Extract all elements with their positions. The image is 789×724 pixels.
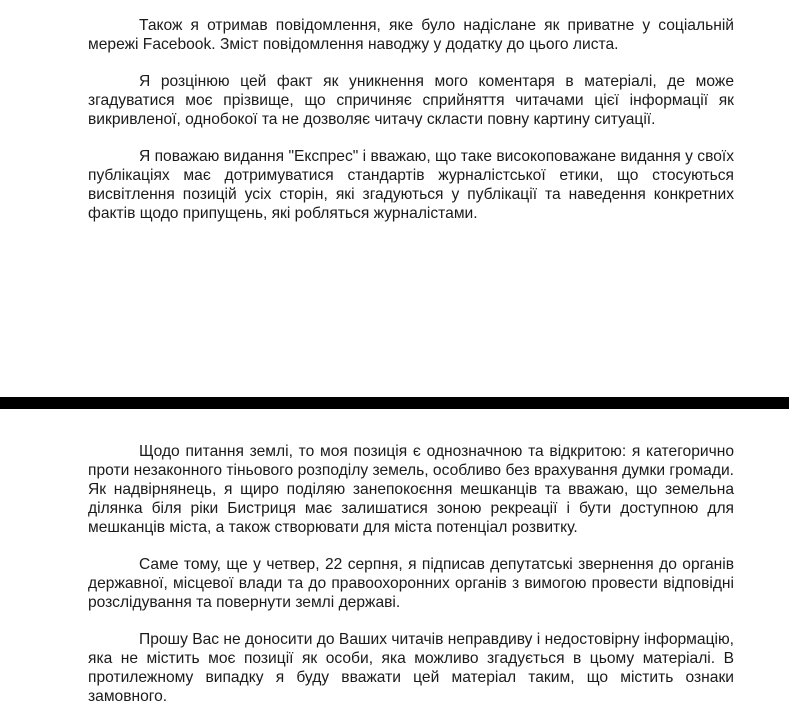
page-top-text <box>88 16 734 241</box>
paragraph-land-position: Щодо питання землі, то моя позиція є однозначною та відкритою: я категорично проти незаконного тіньового розподілу земель, особливо без врахування думки громади. Як надвірнянець, я щиро поділяю занепокоєння мешканців та вважаю, що земельна ділянка біля ріки Бистриця має залишатися зоною рекреації і бути доступною для мешканців міста, а також створювати для міста потенціал розвитку. <box>88 443 734 536</box>
document-page-bottom <box>0 409 789 704</box>
paragraph-deputy-appeals: Саме тому, ще у четвер, 22 серпня, я підписав депутатські звернення до органів державної, місцевої влади та до правоохоронних органів з вимогою провести відповідні розслідування та повернути землі державі. <box>88 556 734 611</box>
paragraph-facebook-message: Також я отримав повідомлення, яке було надіслане як приватне у соціальній мережі Facebook. Зміст повідомлення наводжу у додатку до цього листа. <box>88 17 734 53</box>
page-separator <box>0 397 789 409</box>
page-bottom-text <box>88 442 734 724</box>
paragraph-comment-avoidance: Я розцінюю цей факт як уникнення мого коментаря в матеріалі, де може згадуватися моє прізвище, що спричиняє сприйняття читачами цієї інформації як викривленої, однобокої та не дозволяє читачу скласти повну картину ситуації. <box>88 73 734 128</box>
paragraph-request-to-readers: Прошу Вас не доносити до Ваших читачів неправдиву і недостовірну інформацію, яка не містить моє позиції як особи, яка можливо згадується в цьому матеріалі. В протилежному випадку я буду вважати цей матеріал таким, що містить ознаки замовного. <box>88 631 734 705</box>
paragraph-journalism-ethics: Я поважаю видання "Експрес" і вважаю, що таке високоповажане видання у своїх публікаціях має дотримуватися стандартів журналістської етики, що стосуються висвітлення позицій усіх сторін, які згадуються у публікації та наведення конкретних фактів щодо припущень, які робляться журналістами. <box>88 148 734 222</box>
